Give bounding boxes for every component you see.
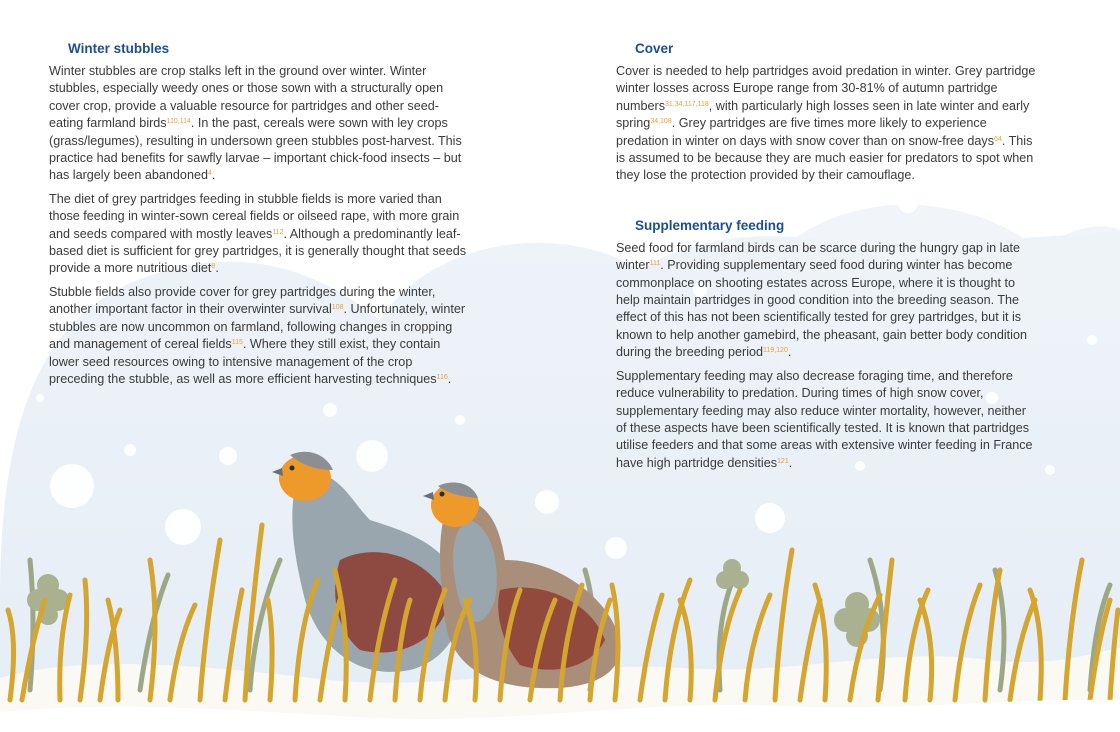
paragraph-winter-stubbles-3: Stubble fields also provide cover for grey partridges during the winter, another important factor in their overwinter survival$^{108}$. Unfortunately, winter stubbles are now uncommon on farmland, following changes in cropping and management of cereal fields$^{115}$. Where they still exist, they contain lower seed resources owing to intensive management of the crop preceding the stubble, as well as more efficient harvesting techniques$^{116}$. xyxy=(49,284,466,386)
reference-marker: 115 xyxy=(231,339,243,347)
left-column xyxy=(49,40,469,394)
paragraph-supplementary-2: Supplementary feeding may also decrease foraging time, and therefore reduce vulnerability to predation. During times of high snow cover, supplementary feeding may also reduce winter mortality, however, neither of these aspects have been scientifically tested. It is known that partridges utilise feeders and that some areas with extensive winter feeding in France have high partridge densities$^{121}$. xyxy=(616,368,1033,470)
heading-supplementary-feeding: Supplementary feeding xyxy=(635,217,785,233)
paragraph-winter-stubbles-2: The diet of grey partridges feeding in stubble fields is more varied than those feeding in winter-sown cereal fields or oilseed rape, with more grain and seeds compared with mostly leaves$^{112}$. Although a predominantly leaf-based diet is sufficient for grey partridges, it is generally thought that seeds provide a more nutritious diet$^8$. xyxy=(49,191,466,276)
reference-marker: 34,108 xyxy=(650,118,672,126)
reference-marker: 110,114 xyxy=(166,118,191,126)
reference-marker: 119,120 xyxy=(763,347,788,355)
section-gap xyxy=(616,191,1036,217)
reference-marker: 4 xyxy=(207,170,212,178)
paragraph-supplementary-1: Seed food for farmland birds can be scarce during the hungry gap in late winter$^{111}$. Providing supplementary seed food during winter has become commonplace on shooting estates across Europe, where it is thought to help maintain partridges in good condition into the breeding season. The effect of this has not been scientifically tested for grey partridges, but it is known to help another gamebird, the pheasant, gain better body condition during the breeding period$^{119,120}$. xyxy=(616,240,1027,360)
right-column xyxy=(616,40,1036,478)
reference-marker: 112 xyxy=(272,228,284,236)
reference-marker: 108 xyxy=(331,304,344,312)
reference-marker: 116 xyxy=(436,373,448,381)
heading-cover: Cover xyxy=(635,41,674,56)
paragraph-cover-1: Cover is needed to help partridges avoid predation in winter. Grey partridge winter losses across Europe range from 30-81% of autumn partridge numbers$^{31,34,117,118}$, with particularly high losses seen in late winter and early spring$^{34,108}$. Grey partridges are five times more likely to experience predation in winter on days with snow cover than on snow-free days$^{64}$. This is assumed to be because they are much easier for predators to spot when they lose the protection provided by their camouflage. xyxy=(616,64,1036,183)
reference-marker: 31,34,117,118 xyxy=(665,100,709,108)
reference-marker: 64 xyxy=(994,135,1002,143)
reference-marker: 8 xyxy=(211,263,216,271)
paragraph-winter-stubbles-1: Winter stubbles are crop stalks left in the ground over winter. Winter stubbles, especially weedy ones or those sown with a structurally open cover crop, provide a valuable resource for partridges and other seed-eating farmland birds$^{110,114}$. In the past, cereals were sown with ley crops (grass/legumes), resulting in undersown green stubbles post-harvest. This practice had benefits for sawfly larvae – important chick-food insects – but has largely been abandoned$^4$. xyxy=(49,64,462,183)
reference-marker: 121 xyxy=(777,457,789,465)
heading-winter-stubbles: Winter stubbles xyxy=(68,41,170,56)
reference-marker: 111 xyxy=(649,260,661,268)
